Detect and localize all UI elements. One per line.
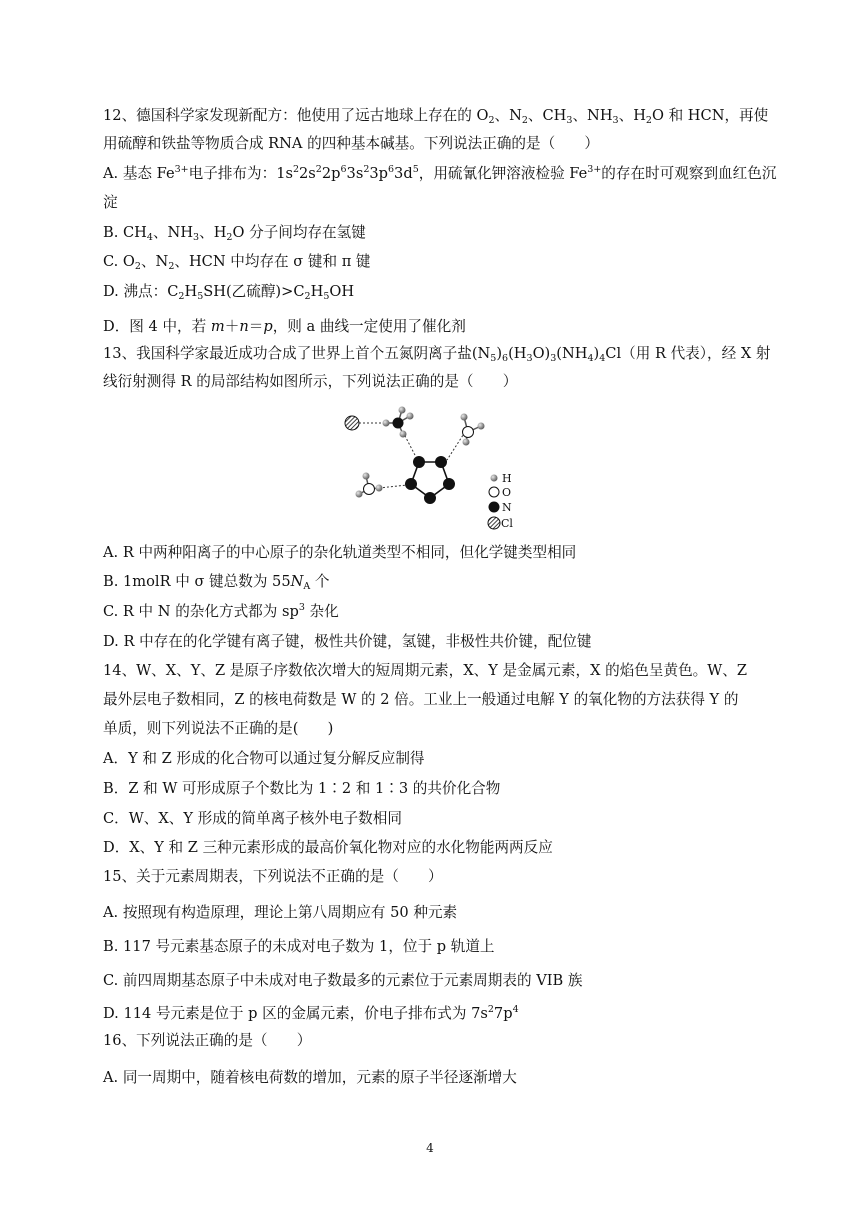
q15-stem: 15、关于元素周期表，下列说法不正确的是（ ）: [103, 868, 443, 885]
q12-option-d: D. 沸点：$C_2H_5SH$(乙硫醇)$>C_2H_5OH$: [103, 283, 355, 302]
q14-option-b: B．Z 和 W 可形成原子个数比为 1∶2 和 1∶3 的共价化合物: [103, 780, 501, 797]
structure-figure: [335, 402, 535, 534]
legend-n-label: N: [502, 501, 512, 514]
q13-option-a: A. R 中两种阳离子的中心原子的杂化轨道类型不相同，但化学键类型相同: [103, 544, 577, 561]
q16-stem: 16、下列说法正确的是（ ）: [103, 1032, 312, 1049]
q16-option-a: A. 同一周期中，随着核电荷数的增加，元素的原子半径逐渐增大: [103, 1069, 517, 1086]
q15-option-a: A. 按照现有构造原理，理论上第八周期应有 50 种元素: [103, 904, 458, 921]
q12-option-c: C. $O_2$、$N_2$、HCN 中均存在 σ 键和 π 键: [103, 253, 371, 272]
q13-stem-line2: 线衍射测得 R 的局部结构如图所示，下列说法正确的是（ ）: [103, 373, 518, 390]
q15-option-d: D. 114 号元素是位于 p 区的金属元素，价电子排布式为 $7s^27p^4$: [103, 1004, 519, 1022]
q13-option-b: B. 1molR 中 σ 键总数为 $55N_A$ 个: [103, 573, 330, 592]
q14-stem-line3: 单质，则下列说法不正确的是( ): [103, 720, 334, 737]
q12-stem-line1: 12、德国科学家发现新配方：他使用了远古地球上存在的 $O_2$、$N_2$、$CH_3$、$NH_3$、$H_2O$ 和 HCN，再使: [103, 107, 769, 126]
page-number: 4: [426, 1141, 434, 1155]
stray-option-d: D．图 4 中，若 m＋n＝p，则 a 曲线一定使用了催化剂: [103, 318, 466, 335]
legend-o-swatch: [489, 487, 499, 497]
q13-option-c: C. R 中 N 的杂化方式都为 $sp^3$ 杂化: [103, 602, 339, 620]
legend-h-label: H: [502, 472, 512, 485]
q15-option-c: C. 前四周期基态原子中未成对电子数最多的元素位于元素周期表的 VIB 族: [103, 972, 583, 989]
legend-n-swatch: [489, 502, 500, 513]
legend-cl-label: Cl: [501, 517, 513, 530]
legend-o-label: O: [502, 486, 512, 499]
q13-stem-line1: 13、我国科学家最近成功合成了世界上首个五氮阴离子盐$(N_5)_6(H_3O)_3(NH_4)_4Cl$（用 R 代表），经 X 射: [103, 345, 771, 364]
legend-cl-swatch: [488, 517, 500, 529]
q13-option-d: D. R 中存在的化学键有离子键，极性共价键，氢键，非极性共价键，配位键: [103, 633, 592, 650]
q12-option-a-line1: A. 基态 $Fe^{3+}$电子排布为：$1s^22s^22p^63s^23p^63d^5$，用硫氰化钾溶液检验 $Fe^{3+}$的存在时可观察到血红色沉: [103, 164, 777, 182]
q14-option-d: D．X、Y 和 Z 三种元素形成的最高价氧化物对应的水化物能两两反应: [103, 839, 553, 856]
q14-stem-line2: 最外层电子数相同，Z 的核电荷数是 W 的 2 倍。工业上一般通过电解 Y 的氧化物的方法获得 Y 的: [103, 691, 739, 708]
q12-stem-line2: 用硫醇和铁盐等物质合成 RNA 的四种基本碱基。下列说法正确的是（ ）: [103, 135, 599, 152]
legend-h-swatch: [491, 475, 498, 482]
q12-option-a-line2: 淀: [103, 194, 118, 211]
q12-option-b: B. $CH_4$、$NH_3$、$H_2O$ 分子间均存在氢键: [103, 224, 366, 243]
q14-option-c: C．W、X、Y 形成的简单离子核外电子数相同: [103, 810, 402, 827]
q14-option-a: A．Y 和 Z 形成的化合物可以通过复分解反应制得: [103, 750, 425, 767]
q15-option-b: B. 117 号元素基态原子的未成对电子数为 1，位于 p 轨道上: [103, 938, 495, 955]
q14-stem-line1: 14、W、X、Y、Z 是原子序数依次增大的短周期元素，X、Y 是金属元素，X 的焰色呈黄色。W、Z: [103, 662, 747, 679]
